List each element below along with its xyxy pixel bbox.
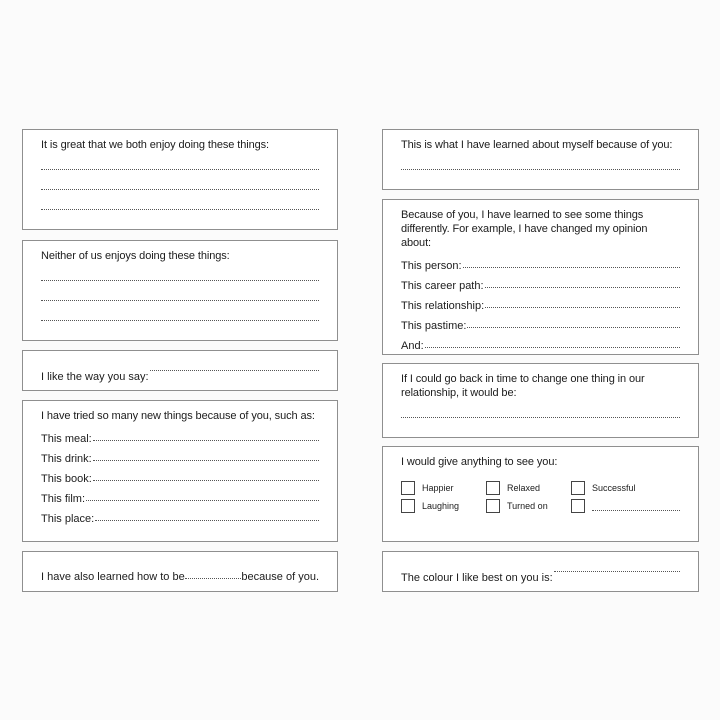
neither-prompt: Neither of us enjoys doing these things: xyxy=(41,250,230,262)
neither-box xyxy=(22,240,338,341)
item-line[interactable] xyxy=(86,500,319,501)
new-things-row[interactable] xyxy=(41,505,319,525)
enjoy-prompt: It is great that we both enjoy doing these things: xyxy=(41,139,269,151)
see-differently-box xyxy=(382,199,699,355)
colour-line[interactable] xyxy=(554,571,680,572)
enjoy-line-3[interactable] xyxy=(41,196,319,216)
item-label: This book: xyxy=(41,473,92,485)
neither-line-3[interactable] xyxy=(41,307,319,327)
checkbox-turned-on[interactable] xyxy=(486,499,571,513)
see-differently-prompt: Because of you, I have learned to see some things differently. For example, I have changed my opinion about: xyxy=(401,209,648,249)
opinion-row[interactable] xyxy=(401,252,680,272)
neither-line-1[interactable] xyxy=(41,267,319,287)
opinion-line[interactable] xyxy=(463,267,680,268)
like-say-line[interactable] xyxy=(150,370,319,371)
opinion-label: And: xyxy=(401,340,424,352)
item-label: This film: xyxy=(41,493,85,505)
new-things-box xyxy=(22,400,338,542)
checkbox-label: Turned on xyxy=(507,501,548,511)
go-back-line[interactable] xyxy=(401,404,680,424)
learned-how-row[interactable] xyxy=(41,552,319,584)
like-say-box xyxy=(22,350,338,391)
checkbox-relaxed[interactable] xyxy=(486,481,571,495)
learned-how-suffix: because of you. xyxy=(241,571,319,583)
give-anything-box xyxy=(382,446,699,542)
item-line[interactable] xyxy=(93,460,319,461)
go-back-box xyxy=(382,363,699,438)
opinion-row[interactable] xyxy=(401,332,680,352)
new-things-row[interactable] xyxy=(41,425,319,445)
item-label: This place: xyxy=(41,513,95,525)
enjoy-line-2[interactable] xyxy=(41,176,319,196)
new-things-row[interactable] xyxy=(41,465,319,485)
give-anything-prompt: I would give anything to see you: xyxy=(401,456,558,468)
opinion-row[interactable] xyxy=(401,292,680,312)
item-label: This meal: xyxy=(41,433,92,445)
colour-box xyxy=(382,551,699,592)
checkbox-successful[interactable] xyxy=(571,481,681,495)
like-say-prompt: I like the way you say: xyxy=(41,371,149,383)
item-line[interactable] xyxy=(93,440,319,441)
checkbox-label: Laughing xyxy=(422,501,460,511)
opinion-label: This pastime: xyxy=(401,320,467,332)
learned-myself-line[interactable] xyxy=(401,156,680,176)
new-things-row[interactable] xyxy=(41,445,319,465)
other-line[interactable] xyxy=(592,510,680,511)
checkbox-other[interactable] xyxy=(571,499,681,513)
enjoy-box xyxy=(22,129,338,230)
checkbox-label: Relaxed xyxy=(507,483,541,493)
learned-how-prefix: I have also learned how to be xyxy=(41,571,185,583)
opinion-label: This relationship: xyxy=(401,300,485,312)
checkbox[interactable] xyxy=(486,481,500,495)
go-back-prompt: If I could go back in time to change one thing in our relationship, it would be: xyxy=(401,373,645,399)
learned-how-line[interactable] xyxy=(185,578,242,579)
colour-prompt: The colour I like best on you is: xyxy=(401,572,553,584)
opinion-line[interactable] xyxy=(485,287,680,288)
enjoy-line-1[interactable] xyxy=(41,156,319,176)
checkbox[interactable] xyxy=(571,499,585,513)
like-say-row[interactable] xyxy=(41,351,319,383)
new-things-prompt: I have tried so many new things because of you, such as: xyxy=(41,410,315,422)
learned-myself-prompt: This is what I have learned about myself because of you: xyxy=(401,139,673,151)
checkbox[interactable] xyxy=(401,499,415,513)
checkbox[interactable] xyxy=(571,481,585,495)
opinion-line[interactable] xyxy=(425,347,680,348)
checkbox-label: Successful xyxy=(592,483,636,493)
opinion-label: This career path: xyxy=(401,280,484,292)
opinion-line[interactable] xyxy=(467,327,680,328)
checkbox[interactable] xyxy=(401,481,415,495)
checkbox-laughing[interactable] xyxy=(401,499,486,513)
opinion-line[interactable] xyxy=(485,307,680,308)
colour-row[interactable] xyxy=(401,552,680,584)
item-line[interactable] xyxy=(95,520,319,521)
checkbox-grid xyxy=(401,481,680,513)
learned-myself-box xyxy=(382,129,699,190)
opinion-label: This person: xyxy=(401,260,462,272)
item-label: This drink: xyxy=(41,453,92,465)
checkbox[interactable] xyxy=(486,499,500,513)
new-things-row[interactable] xyxy=(41,485,319,505)
neither-line-2[interactable] xyxy=(41,287,319,307)
checkbox-label: Happier xyxy=(422,483,454,493)
checkbox-happier[interactable] xyxy=(401,481,486,495)
item-line[interactable] xyxy=(93,480,319,481)
opinion-row[interactable] xyxy=(401,312,680,332)
learned-how-box xyxy=(22,551,338,592)
opinion-row[interactable] xyxy=(401,272,680,292)
